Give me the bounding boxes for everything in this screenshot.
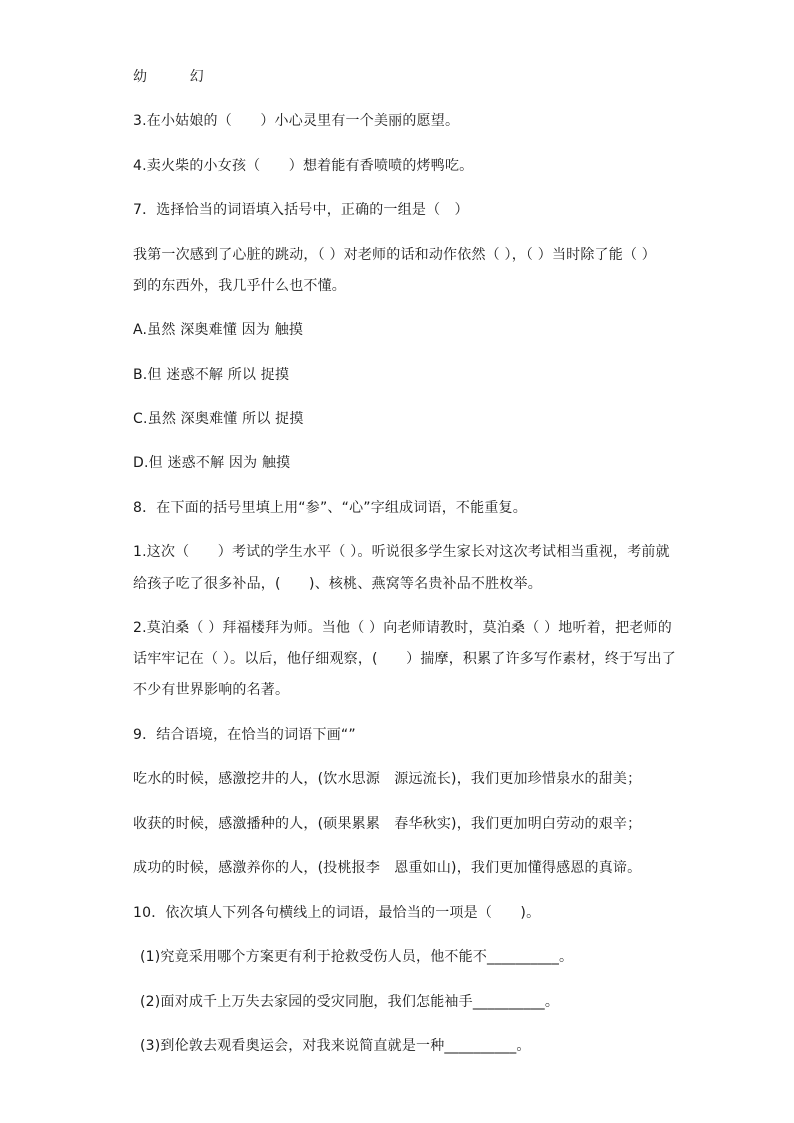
text-line: 收获的时候，感激播种的人，(硕果累累 春华秋实)，我们更加明白劳动的艰辛；: [133, 816, 642, 832]
text-line: 吃水的时候，感激挖井的人，(饮水思源 源远流长)，我们更加珍惜泉水的甜美；: [133, 771, 642, 787]
text-line: 话牢牢记在（ ）。以后，他仔细观察，( ）揣摩，积累了许多写作素材，终于写出了: [133, 651, 676, 667]
text-line: (2)面对成千上万失去家园的受灾同胞，我们怎能袖手__________。: [140, 994, 560, 1010]
text-line: 3.在小姑娘的（ ）小心灵里有一个美丽的愿望。: [133, 113, 460, 129]
text-line: (1)究竟采用哪个方案更有利于抢救受伤人员，他不能不__________。: [140, 949, 574, 965]
text-line: 给孩子吃了很多补品，( )、核桃、燕窝等名贵补品不胜枚举。: [133, 576, 542, 592]
text-line: 4.卖火柴的小女孩（ ）想着能有香喷喷的烤鸭吃。: [133, 158, 474, 174]
text-line: 8．在下面的括号里填上用“参”、“心”字组成词语，不能重复。: [133, 500, 527, 516]
text-line: D.但 迷惑不解 因为 触摸: [133, 455, 291, 471]
text-line: 9．结合语境，在恰当的词语下画“”: [133, 727, 356, 743]
text-line: (3)到伦敦去观看奥运会，对我来说简直就是一种__________。: [140, 1038, 531, 1054]
text-line: 7．选择恰当的词语填入括号中，正确的一组是（ ）: [133, 202, 469, 218]
text-line: C.虽然 深奥难懂 所以 捉摸: [133, 411, 304, 427]
text-line: 成功的时候，感激养你的人，(投桃报李 恩重如山)，我们更加懂得感恩的真谛。: [133, 860, 642, 876]
text-line: 2.莫泊桑（ ）拜福楼拜为师。当他（ ）向老师请教时，莫泊桑（ ）地听着，把老师的: [133, 620, 672, 636]
text-line: A.虽然 深奥难懂 因为 触摸: [133, 322, 304, 338]
text-line: B.但 迷惑不解 所以 捉摸: [133, 367, 290, 383]
text-line: 我第一次感到了心脏的跳动，（ ）对老师的话和动作依然（ ），（ ）当时除了能（ ）: [133, 247, 656, 263]
text-line: 不少有世界影响的名著。: [133, 682, 290, 698]
text-line: 幼 幻: [133, 69, 204, 85]
text-line: 10．依次填人下列各句横线上的词语，最恰当的一项是（ )。: [133, 905, 541, 921]
text-line: 1.这次（ ）考试的学生水平（ ）。听说很多学生家长对这次考试相当重视，考前就: [133, 544, 670, 560]
text-line: 到的东西外，我几乎什么也不懂。: [133, 278, 346, 294]
